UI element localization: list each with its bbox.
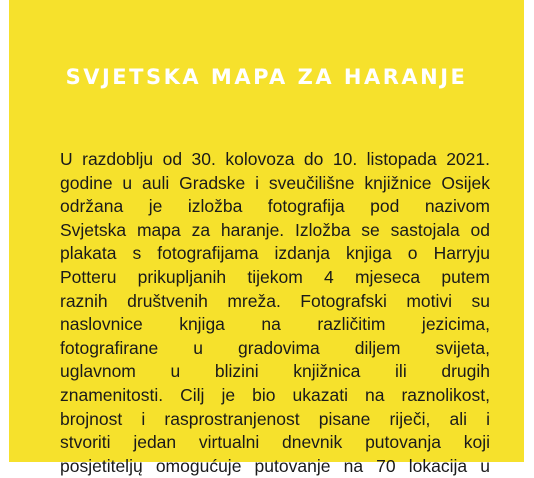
- body-line: brojnost i rasprostranjenost pisane riječi, ali i: [60, 408, 490, 429]
- article-body: [60, 148, 490, 478]
- body-line: održana je izložba fotografija pod nazivom: [60, 196, 490, 217]
- body-line: stvoriti jedan virtualni dnevnik putovanja koji: [60, 432, 490, 453]
- body-line: godine u auli Gradske i sveučilišne knjižnice Osijek: [60, 172, 490, 193]
- body-line: fotografirane u gradovima diljem svijeta,: [60, 337, 490, 358]
- body-line: U razdoblju od 30. kolovoza do 10. listopada 2021.: [60, 149, 490, 169]
- article-title: SVJETSKA MAPA ZA HARANJE: [65, 65, 468, 89]
- body-line: posjetiteljų omogućuje putovanje na 70 lokacija u: [60, 455, 490, 476]
- body-line: uglavnom u blizini knjižnica ili drugih: [60, 361, 490, 382]
- body-line: Potteru prikupljanih tijekom 4 mjeseca putem: [60, 266, 490, 287]
- body-line: znamenitosti. Cilj je bio ukazati na raznolikost,: [60, 384, 490, 405]
- body-line: plakata s fotografijama izdanja knjiga o Harryju: [60, 243, 490, 264]
- body-line: naslovnice knjiga na različitim jezicima,: [60, 314, 490, 335]
- article-panel: [9, 0, 524, 476]
- body-line: Svjetska mapa za haranje. Izložba se sastojala od: [60, 219, 490, 240]
- body-line: raznih društvenih mreža. Fotografski motivi su: [60, 290, 490, 311]
